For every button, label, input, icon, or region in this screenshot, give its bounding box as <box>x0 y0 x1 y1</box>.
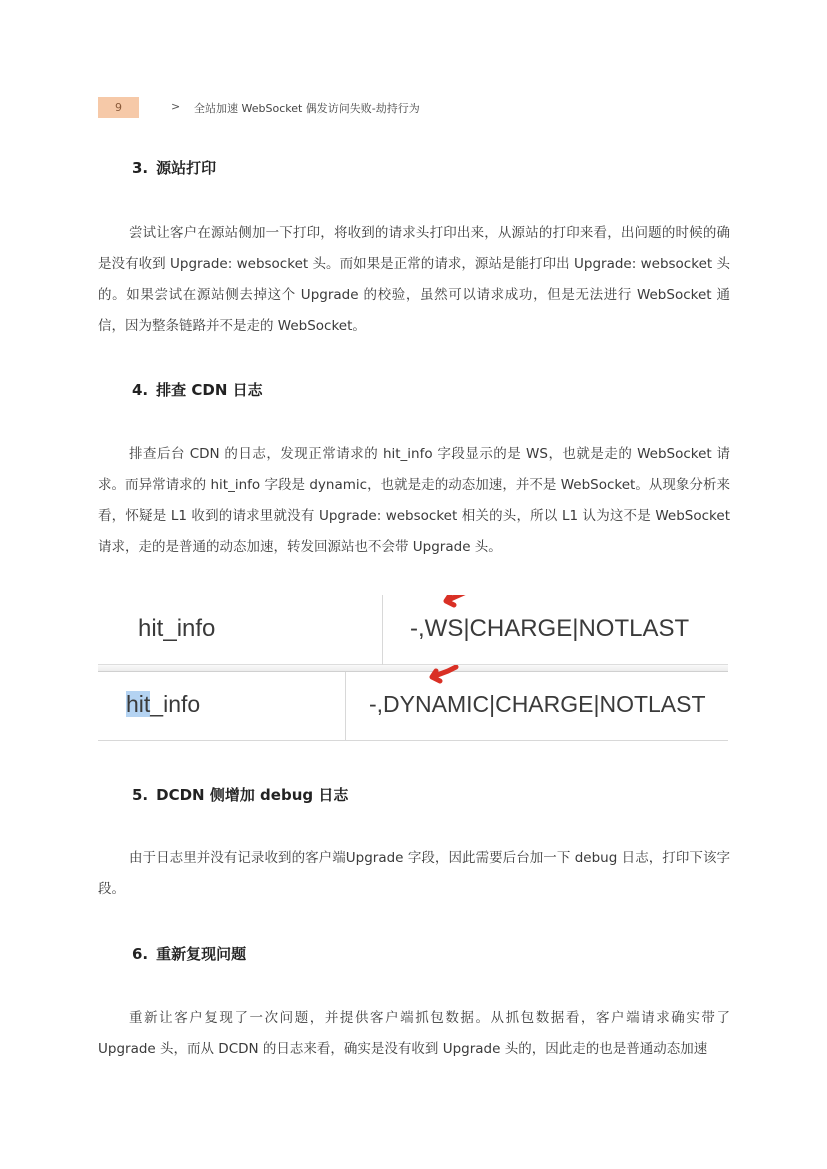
hit-info-value-ws: -,WS|CHARGE|NOTLAST <box>410 615 690 642</box>
section-number: 5. <box>132 786 149 804</box>
text-selection-highlight: hit <box>126 691 151 717</box>
column-divider <box>345 672 346 741</box>
section-5-heading <box>132 784 348 805</box>
section-5-paragraph: 由于日志里并没有记录收到的客户端Upgrade 字段，因此需要后台加一下 debug 日志，打印下该字段。 <box>98 850 730 897</box>
column-divider <box>382 595 383 665</box>
hit-info-row-abnormal <box>98 671 728 741</box>
hit-info-screenshot <box>98 595 728 741</box>
section-number: 3. <box>132 159 149 177</box>
hit-info-key-rest: _info <box>150 691 201 717</box>
section-number: 4. <box>132 381 149 399</box>
red-arrow-icon <box>428 665 462 685</box>
section-title: DCDN 侧增加 debug 日志 <box>156 786 349 804</box>
section-3-heading <box>132 157 216 178</box>
page-number-badge: 9 <box>98 97 139 118</box>
section-6-heading <box>132 943 246 964</box>
section-title: 排查 CDN 日志 <box>156 381 263 399</box>
section-3-paragraph: 尝试让客户在源站侧加一下打印，将收到的请求头打印出来，从源站的打印来看，出问题的时候的确是没有收到 Upgrade: websocket 头。而如果是正常的请求，源站是能打印出 Upgrade: websocket 头的。如果尝试在源站侧去掉这个 Upgrade 的校验，虽然可以请求成功，但是无法进行 WebSocket 通信，因为整条链路并不是走的 WebSocket。 <box>98 225 730 334</box>
breadcrumb-chevron-icon: > <box>171 100 181 113</box>
section-number: 6. <box>132 945 149 963</box>
hit-info-key <box>126 691 200 718</box>
hit-info-value-dynamic: -,DYNAMIC|CHARGE|NOTLAST <box>369 691 706 717</box>
page-header <box>98 97 738 119</box>
section-4-paragraph: 排查后台 CDN 的日志，发现正常请求的 hit_info 字段显示的是 WS，也就是走的 WebSocket 请求。而异常请求的 hit_info 字段是 dynamic，也就是走的动态加速，并不是 WebSocket。从现象分析来看，怀疑是 L1 收到的请求里就没有 Upgrade: websocket 相关的头，所以 L1 认为这不是 WebSocket 请求，走的是普通的动态加速，转发回源站也不会带 Upgrade 头。 <box>98 446 730 555</box>
section-title: 重新复现问题 <box>156 945 247 963</box>
section-title: 源站打印 <box>156 159 217 177</box>
hit-info-key: hit_info <box>138 615 216 642</box>
section-6-paragraph: 重新让客户复现了一次问题，并提供客户端抓包数据。从抓包数据看，客户端请求确实带了 Upgrade 头，而从 DCDN 的日志来看，确实是没有收到 Upgrade 头的，因此走的也是普通动态加速 <box>98 1010 730 1057</box>
breadcrumb-title: 全站加速 WebSocket 偶发访问失败-劫持行为 <box>194 102 420 115</box>
red-arrow-icon <box>442 595 476 609</box>
hit-info-row-normal <box>98 595 728 665</box>
section-4-heading <box>132 379 263 400</box>
